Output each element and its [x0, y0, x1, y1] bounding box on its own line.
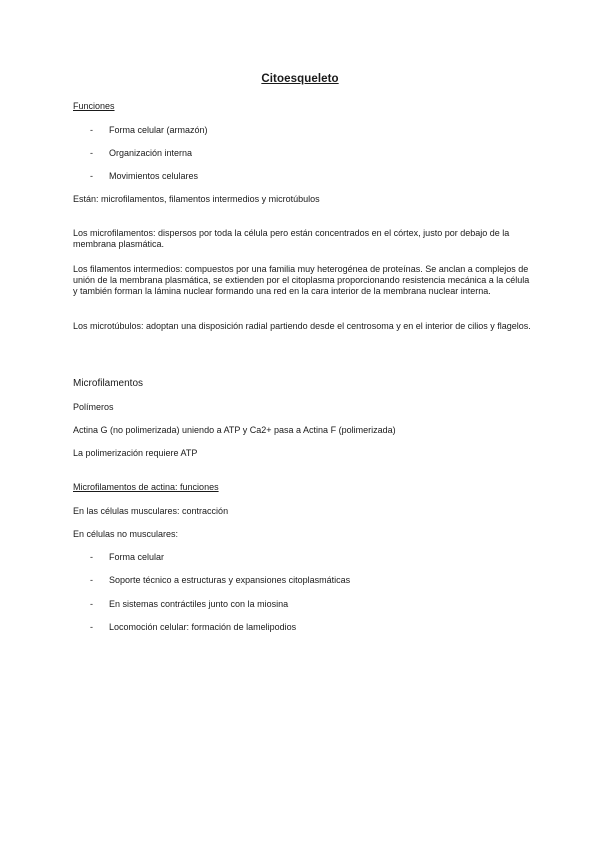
polimerizacion-line: La polimerización requiere ATP — [73, 448, 198, 458]
bullet-marker: - — [90, 622, 93, 632]
microfilamentos-heading: Microfilamentos — [73, 378, 144, 389]
polimeros-line: Polímeros — [73, 402, 114, 412]
bullet-marker: - — [90, 125, 93, 135]
actina-line: Actina G (no polimerizada) uniendo a ATP y Ca2+ pasa a Actina F (polimerizada) — [73, 425, 396, 435]
funciones-item: Movimientos celulares — [109, 171, 199, 181]
no-musculares-line: En células no musculares: — [73, 529, 179, 539]
bullet-marker: - — [90, 575, 93, 585]
estan-line: Están: microfilamentos, filamentos intermedios y microtúbulos — [73, 194, 320, 204]
document-title: Citoesqueleto — [261, 73, 339, 85]
funciones-item: Forma celular (armazón) — [109, 125, 208, 135]
no-musculares-item: Locomoción celular: formación de lamelipodios — [109, 622, 297, 632]
funciones-heading: Funciones — [73, 101, 115, 111]
paragraph-microfilamentos: Los microfilamentos: dispersos por toda la célula pero están concentrados en el córtex, justo por debajo de la membrana plasmática. — [73, 228, 510, 249]
bullet-marker: - — [90, 599, 93, 609]
musculares-line: En las células musculares: contracción — [73, 506, 229, 516]
no-musculares-item: Soporte técnico a estructuras y expansiones citoplasmáticas — [109, 575, 351, 585]
bullet-marker: - — [90, 552, 93, 562]
no-musculares-item: Forma celular — [109, 552, 165, 562]
paragraph-microtubulos: Los microtúbulos: adoptan una disposición radial partiendo desde el centrosoma y en el interior de cilios y flagelos. — [73, 321, 531, 331]
funciones-item: Organización interna — [109, 148, 193, 158]
no-musculares-item: En sistemas contráctiles junto con la miosina — [109, 599, 289, 609]
bullet-marker: - — [90, 171, 93, 181]
paragraph-filamentos-intermedios: Los filamentos intermedios: compuestos por una familia muy heterogénea de proteínas. Se anclan a complejos de unión de la membrana plasmática, se extienden por el citoplasma proporcionando resistencia mecánica a la célula y también forman la lámina nuclear formando una red en la cara interior de la membrana nuclear interna. — [73, 264, 530, 296]
bullet-marker: - — [90, 148, 93, 158]
actina-funciones-heading: Microfilamentos de actina: funciones — [73, 482, 219, 492]
